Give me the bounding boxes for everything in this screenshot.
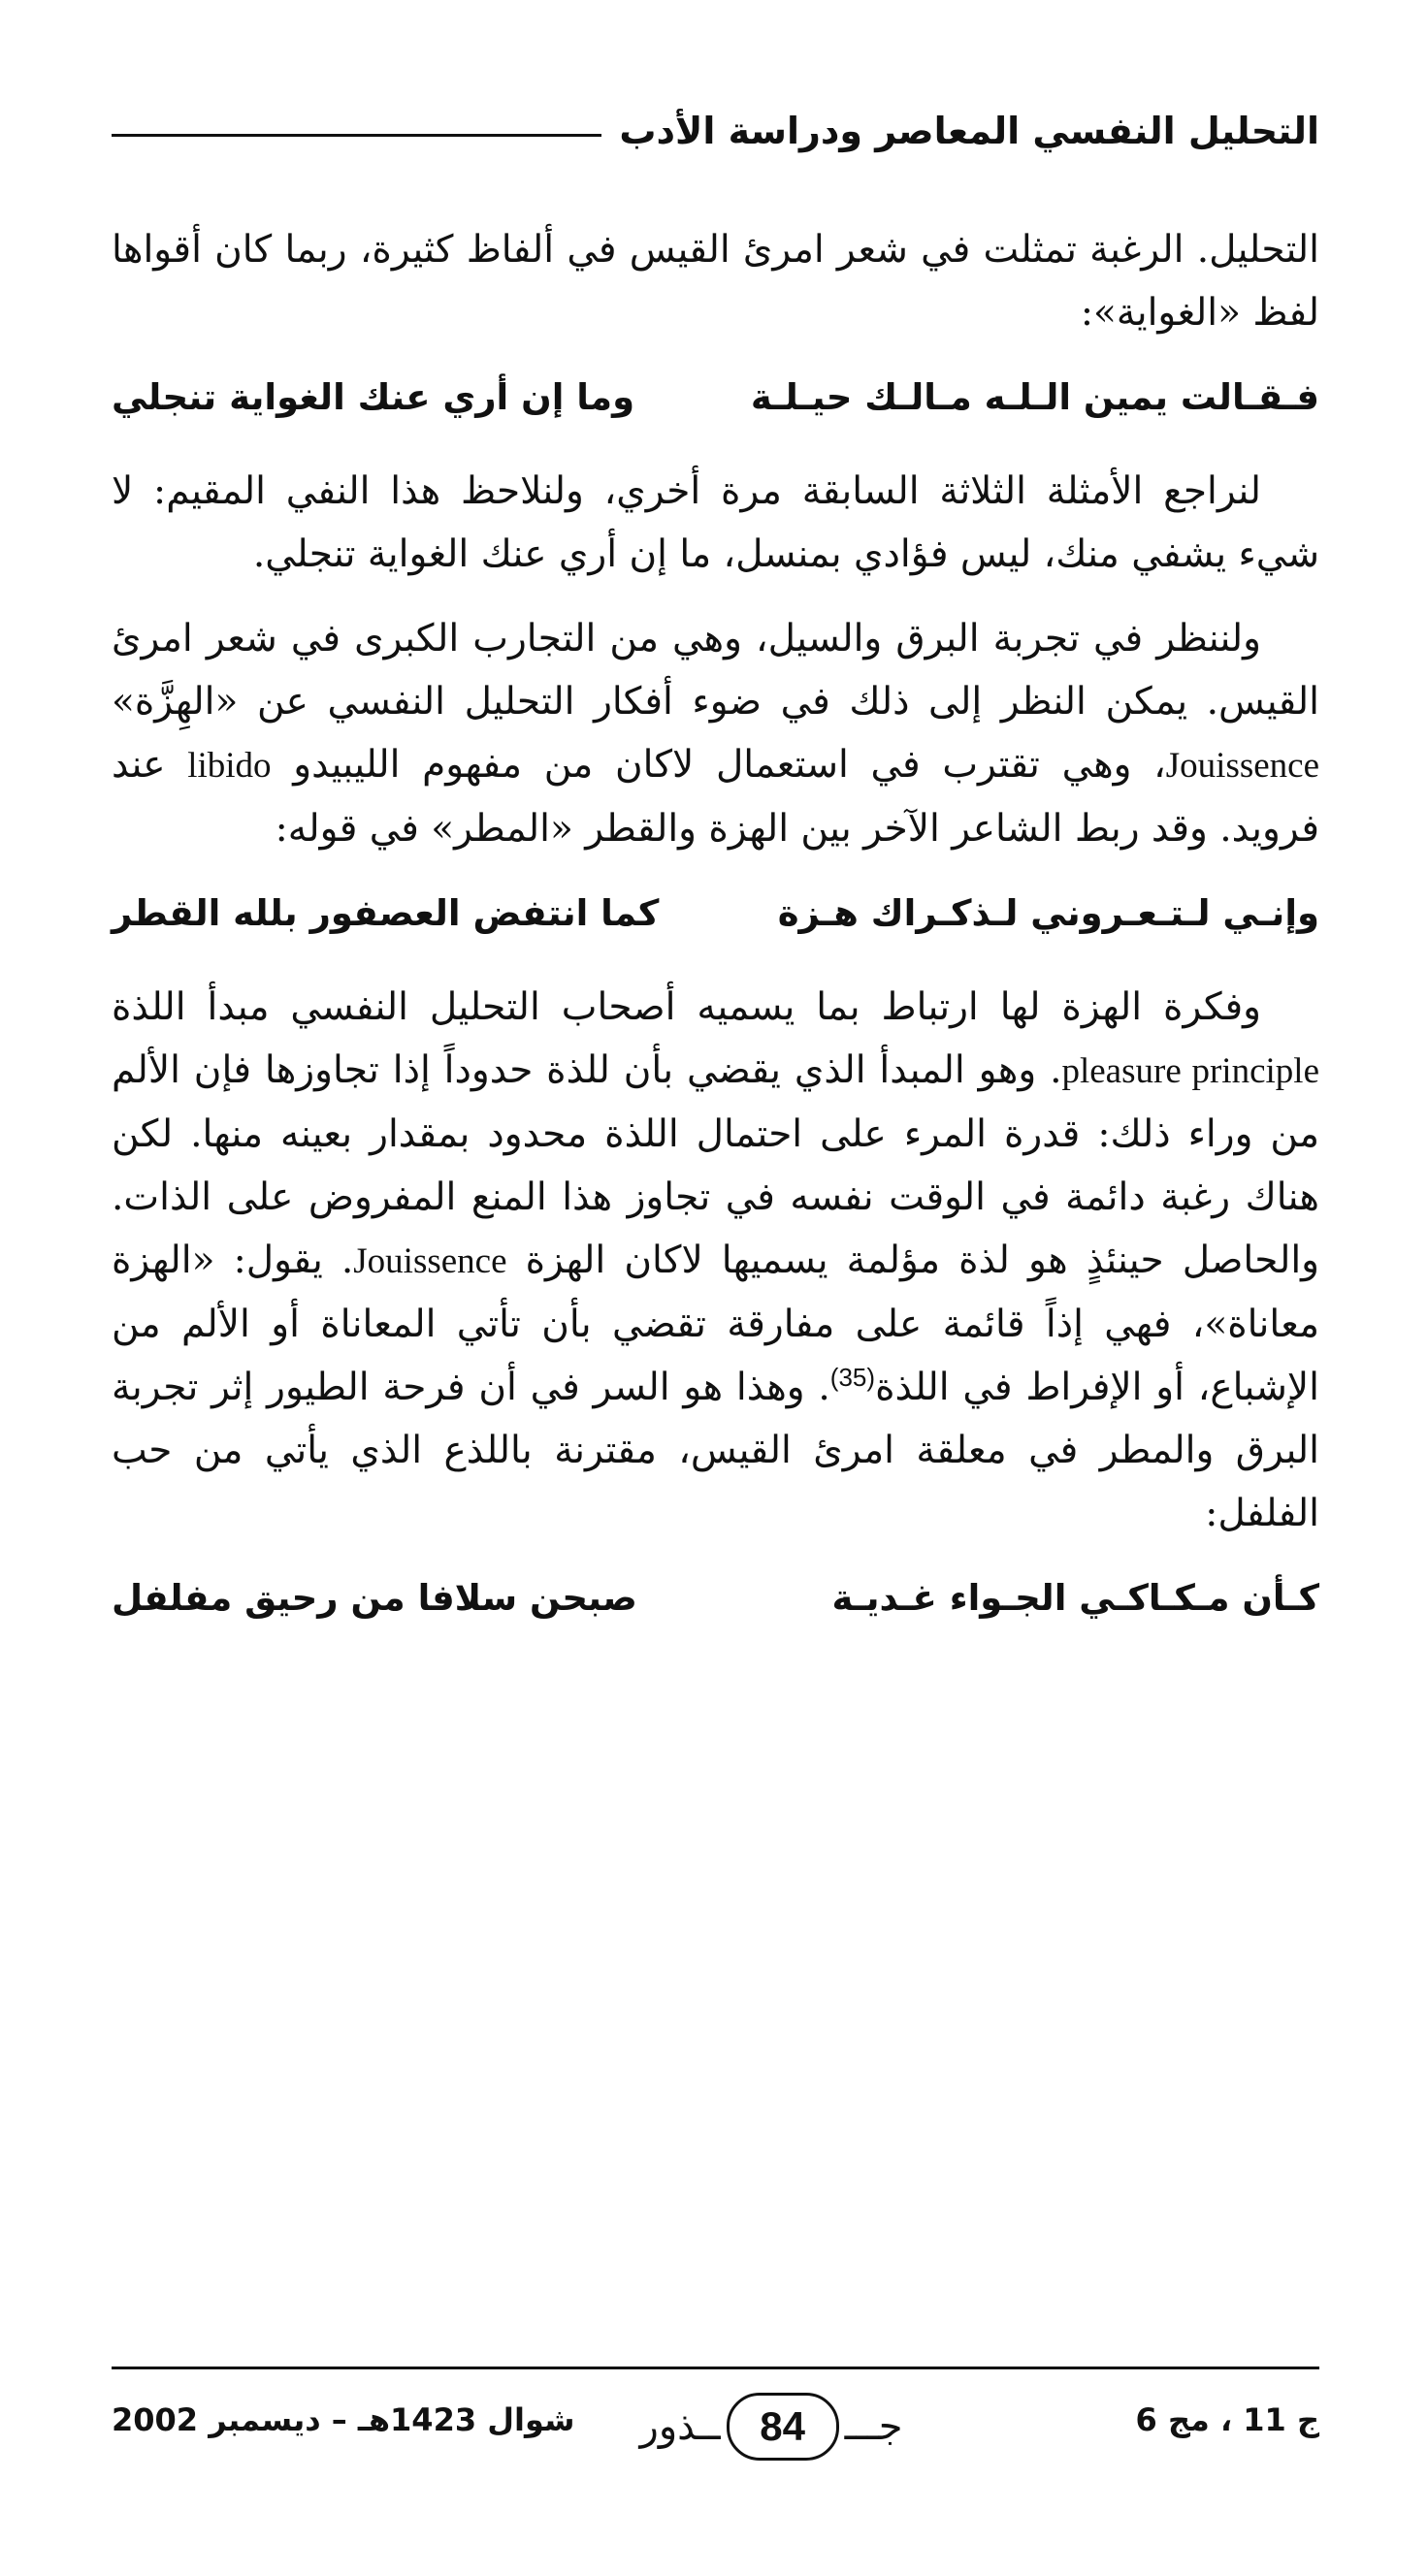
verse-2-first-hemistich: وإنـي لـتـعـروني لـذكـراك هـزة: [777, 892, 1319, 934]
header-rule: [112, 134, 601, 137]
page-footer: [112, 2388, 1319, 2465]
term-jouissence-2: Jouissence: [353, 1241, 507, 1281]
paragraph-4-text-c: . يقول: «الهزة معاناة»، فهي إذاً قائمة على مفارقة تقضي بأن تأتي المعاناة أو الألم من الإشباع، أو الإفراط في اللذة: [112, 1239, 1320, 1409]
footer-date: شوال 1423هـ – ديسمبر 2002: [112, 2401, 575, 2438]
term-libido: libido: [187, 746, 272, 786]
term-pleasure-principle: pleasure principle: [1061, 1051, 1319, 1091]
main-text: [112, 218, 1319, 1660]
paragraph-4-text-d: . وهذا هو السر في أن فرحة الطيور إثر تجربة البرق والمطر في معلقة امرئ القيس، مقترنة باللذع الذي يأتي من حب الفلفل:: [112, 1366, 1319, 1535]
verse-2-second-hemistich: كما انتفض العصفور بلله القطر: [112, 892, 660, 934]
paragraph-3-text-a: ولننظر في تجربة البرق والسيل، وهي من التجارب الكبرى في شعر امرئ القيس. يمكن النظر إلى ذلك في ضوء أفكار التحليل النفسي عن «الهِزَّة»: [112, 617, 1319, 724]
verse-3-second-hemistich: صبحن سلافا من رحيق مفلفل: [112, 1577, 637, 1619]
paragraph-2: لنراجع الأمثلة الثلاثة السابقة مرة أخري، ولنلاحظ هذا النفي المقيم: لا شيء يشفي منك، ليس فؤادي بمنسل، ما إن أري عنك الغواية تنجلي.: [112, 469, 1319, 576]
paragraph-4-text-b: . وهو المبدأ الذي يقضي بأن للذة حدوداً إذا تجاوزها فإن الألم من وراء ذلك: قدرة المرء على احتمال اللذة محدود بمقدار بعينه منها. لكن هناك رغبة دائمة في الوقت نفسه في تجاوز هذا المنع المفروض على الذات. والحاصل حينئذٍ هو لذة مؤلمة يسميها لاكان الهزة: [112, 1048, 1320, 1282]
footer-journal-mark: [616, 2388, 926, 2465]
verse-3: [112, 1566, 1319, 1629]
paragraph-3-text-b: ، وهي تقترب في استعمال لاكان من مفهوم الليبيدو: [293, 743, 1166, 787]
verse-1: [112, 366, 1319, 429]
running-header: [112, 102, 1319, 160]
verse-2: [112, 882, 1319, 945]
paragraph-3: [112, 607, 1319, 860]
footnote-ref-35: (35): [829, 1363, 876, 1392]
journal-name-part-2: ــذور: [639, 2404, 721, 2449]
paragraph-3-text-c: عند فرويد. وقد ربط الشاعر الآخر بين الهزة والقطر «المطر» في قوله:: [112, 743, 1319, 851]
verse-1-second-hemistich: وما إن أري عنك الغواية تنجلي: [112, 376, 635, 418]
header-title: التحليل النفسي المعاصر ودراسة الأدب: [619, 110, 1319, 152]
footer-volume: ج 11 ، مج 6: [1135, 2401, 1319, 2438]
term-jouissence: Jouissence: [1165, 746, 1320, 786]
paragraph-4: [112, 976, 1319, 1545]
verse-1-first-hemistich: فـقـالت يمين الـلـه مـالـك حيـلـة: [750, 376, 1319, 418]
footer-rule: [112, 2367, 1319, 2369]
page-number-badge: 84: [727, 2393, 839, 2461]
paragraph-1: التحليل. الرغبة تمثلت في شعر امرئ القيس في ألفاظ كثيرة، ربما كان أقواها لفظ «الغواية»:: [112, 228, 1319, 335]
journal-name-part-1: جـــ: [844, 2404, 903, 2449]
verse-3-first-hemistich: كـأن مـكـاكـي الجـواء غـديـة: [831, 1577, 1319, 1619]
paragraph-4-text-a: وفكرة الهزة لها ارتباط بما يسميه أصحاب التحليل النفسي مبدأ اللذة: [112, 985, 1261, 1029]
